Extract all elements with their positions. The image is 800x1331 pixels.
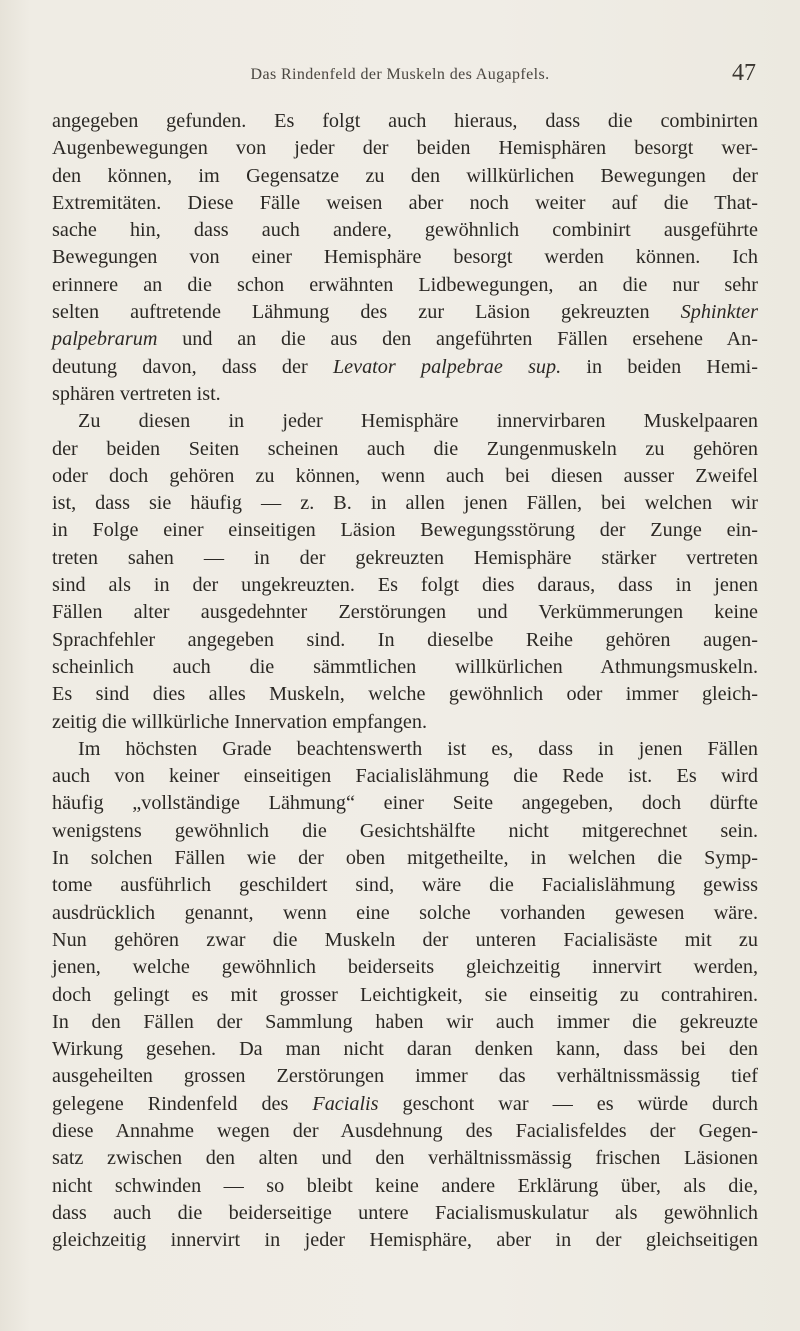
line-text: sache hin, dass auch andere, gewöhnlich combinirt ausgeführte: [52, 219, 758, 242]
line-text: sind als in der ungekreuzten. Es folgt dies daraus, dass in jenen: [52, 574, 758, 597]
line-text: diese Annahme wegen der Ausdehnung des Facialisfeldes der Gegen-: [52, 1119, 758, 1142]
line-text: In den Fällen der Sammlung haben wir auch immer die gekreuzte: [52, 1010, 758, 1033]
text-line: [52, 1091, 758, 1118]
text-line: [52, 1200, 758, 1227]
text-line: [52, 736, 758, 763]
line-text: wenigstens gewöhnlich die Gesichtshälfte nicht mitgerechnet sein.: [52, 819, 758, 842]
body-text: [52, 108, 758, 1254]
text-line: [52, 272, 758, 299]
line-text: Augenbewegungen von jeder der beiden Hemisphären besorgt wer-: [52, 137, 758, 160]
line-text: oder doch gehören zu können, wenn auch bei diesen ausser Zweifel: [52, 464, 758, 487]
text-line: [52, 517, 758, 544]
text-line: [52, 299, 758, 326]
line-text: den können, im Gegensatze zu den willkürlichen Bewegungen der: [52, 164, 758, 187]
line-text: doch gelingt es mit grosser Leichtigkeit, sie einseitig zu contrahiren.: [52, 983, 758, 1006]
text-line: [52, 490, 758, 517]
line-text: deutung davon, dass der: [52, 355, 333, 378]
text-line: [52, 954, 758, 981]
line-text: Fällen alter ausgedehnter Zerstörungen und Verkümmerungen keine: [52, 601, 758, 624]
text-line: [52, 763, 758, 790]
line-text: treten sahen — in der gekreuzten Hemisphäre stärker vertreten: [52, 546, 758, 569]
line-text: nicht schwinden — so bleibt keine andere Erklärung über, als die,: [52, 1174, 758, 1197]
line-text: ausgeheilten grossen Zerstörungen immer das verhältnissmässig tief: [52, 1065, 758, 1088]
running-head: Das Rindenfeld der Muskeln des Augapfels.: [250, 66, 550, 83]
line-text: auch von keiner einseitigen Facialislähmung die Rede ist. Es wird: [52, 765, 758, 788]
text-line: [52, 1036, 758, 1063]
line-text: geschont war — es würde durch: [378, 1092, 758, 1115]
text-line: [52, 354, 758, 381]
text-line: [52, 709, 758, 736]
line-text: dass auch die beiderseitige untere Facialismuskulatur als gewöhnlich: [52, 1201, 758, 1224]
text-line: [52, 163, 758, 190]
text-line: [52, 408, 758, 435]
text-line: [52, 927, 758, 954]
line-text: Im höchsten Grade beachtenswerth ist es, dass in jenen Fällen: [78, 737, 758, 760]
line-text: ausdrücklich genannt, wenn eine solche vorhanden gewesen wäre.: [52, 901, 758, 924]
text-line: [52, 654, 758, 681]
line-text: Sprachfehler angegeben sind. In dieselbe Reihe gehören augen-: [52, 628, 758, 651]
italic-term: Facialis: [312, 1092, 379, 1115]
text-line: [52, 108, 758, 135]
line-text: und an die aus den angeführten Fällen ersehene An-: [157, 328, 758, 351]
text-line: [52, 217, 758, 244]
line-text: Bewegungen von einer Hemisphäre besorgt werden können. Ich: [52, 246, 758, 269]
line-text: satz zwischen den alten und den verhältnissmässig frischen Läsionen: [52, 1147, 758, 1170]
line-text: Es sind dies alles Muskeln, welche gewöhnlich oder immer gleich-: [52, 683, 758, 706]
text-line: [52, 1145, 758, 1172]
text-line: [52, 1063, 758, 1090]
line-text: sphären vertreten ist.: [52, 382, 221, 405]
line-text: Wirkung gesehen. Da man nicht daran denken kann, dass bei den: [52, 1038, 758, 1061]
line-text: häufig „vollständige Lähmung“ einer Seite angegeben, doch dürfte: [52, 792, 758, 815]
line-text: Nun gehören zwar die Muskeln der unteren Facialisäste mit zu: [52, 928, 758, 951]
line-text: scheinlich auch die sämmtlichen willkürlichen Athmungsmuskeln.: [52, 655, 758, 678]
text-line: [52, 135, 758, 162]
page-header: [0, 60, 800, 100]
text-line: [52, 627, 758, 654]
italic-term: Sphinkter: [680, 301, 758, 324]
text-line: [52, 982, 758, 1009]
text-line: [52, 545, 758, 572]
text-line: [52, 1227, 758, 1254]
text-line: [52, 818, 758, 845]
text-line: [52, 436, 758, 463]
text-line: [52, 190, 758, 217]
page-number: 47: [732, 60, 756, 86]
italic-term: Levator palpebrae sup.: [332, 355, 562, 378]
text-line: [52, 872, 758, 899]
text-line: [52, 1118, 758, 1145]
text-line: [52, 1009, 758, 1036]
text-line: [52, 463, 758, 490]
line-text: erinnere an die schon erwähnten Lidbewegungen, an die nur sehr: [52, 273, 758, 296]
line-text: In solchen Fällen wie der oben mitgetheilte, in welchen die Symp-: [52, 847, 758, 870]
line-text: in beiden Hemi-: [561, 355, 758, 378]
line-text: angegeben gefunden. Es folgt auch hieraus, dass die combinirten: [52, 110, 758, 132]
line-text: gleichzeitig innervirt in jeder Hemisphäre, aber in der gleichseitigen: [52, 1229, 758, 1252]
line-text: Extremitäten. Diese Fälle weisen aber noch weiter auf die That-: [52, 191, 758, 214]
line-text: tome ausführlich geschildert sind, wäre die Facialislähmung gewiss: [52, 874, 758, 897]
text-line: [52, 681, 758, 708]
line-text: zeitig die willkürliche Innervation empfangen.: [52, 710, 428, 733]
text-line: [52, 381, 758, 408]
text-line: [52, 1173, 758, 1200]
line-text: der beiden Seiten scheinen auch die Zungenmuskeln zu gehören: [52, 437, 758, 460]
line-text: gelegene Rindenfeld des: [52, 1092, 313, 1115]
text-line: [52, 244, 758, 271]
text-line: [52, 900, 758, 927]
text-line: [52, 790, 758, 817]
line-text: selten auftretende Lähmung des zur Läsion gekreuzten: [52, 301, 681, 324]
text-line: [52, 572, 758, 599]
line-text: ist, dass sie häufig — z. B. in allen jenen Fällen, bei welchen wir: [52, 492, 758, 515]
text-line: [52, 845, 758, 872]
text-line: [52, 326, 758, 353]
line-text: jenen, welche gewöhnlich beiderseits gleichzeitig innervirt werden,: [52, 956, 758, 979]
line-text: Zu diesen in jeder Hemisphäre innervirbaren Muskelpaaren: [78, 410, 758, 433]
line-text: in Folge einer einseitigen Läsion Bewegungsstörung der Zunge ein-: [52, 519, 758, 542]
italic-term: palpebrarum: [52, 328, 158, 351]
text-line: [52, 599, 758, 626]
